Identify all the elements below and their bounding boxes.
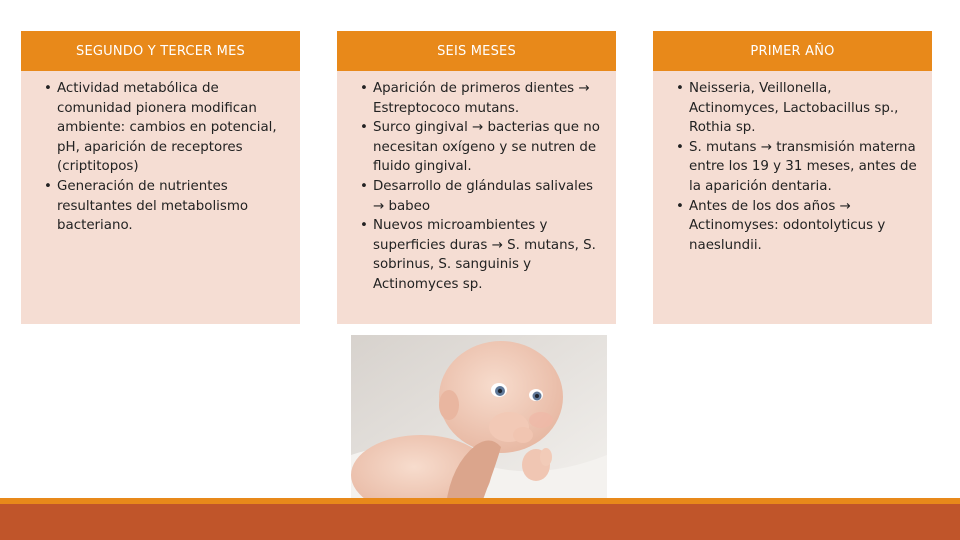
bullet-icon: • bbox=[360, 218, 368, 234]
bullet-list bbox=[35, 79, 286, 236]
list-item: • Surco gingival → bacterias que no necesitan oxígeno y se nutren de fluido gingival. bbox=[360, 120, 600, 175]
column-body bbox=[21, 71, 300, 324]
footer-band bbox=[0, 504, 960, 540]
column-seis-meses bbox=[337, 31, 616, 324]
column-header: SEGUNDO Y TERCER MES bbox=[21, 31, 300, 71]
list-item: • Neisseria, Veillonella, Actinomyces, Lactobacillus sp., Rothia sp. bbox=[676, 81, 899, 136]
baby-photo bbox=[351, 335, 607, 505]
bullet-icon: • bbox=[676, 198, 684, 214]
bullet-icon: • bbox=[44, 178, 52, 194]
bullet-icon: • bbox=[360, 120, 368, 136]
column-body bbox=[653, 71, 932, 324]
list-item: • Nuevos microambientes y superficies duras → S. mutans, S. sobrinus, S. sanguinis y Actinomyces sp. bbox=[360, 218, 596, 292]
list-item: • S. mutans → transmisión materna entre los 19 y 31 meses, antes de la aparición dentaria. bbox=[676, 139, 917, 194]
column-body bbox=[337, 71, 616, 324]
bullet-list bbox=[351, 79, 602, 295]
bullet-icon: • bbox=[676, 81, 684, 96]
bullet-icon: • bbox=[44, 81, 52, 96]
bullet-icon: • bbox=[360, 81, 368, 96]
list-item: • Generación de nutrientes resultantes del metabolismo bacteriano. bbox=[44, 178, 249, 234]
bullet-icon: • bbox=[360, 178, 368, 194]
column-header: PRIMER AÑO bbox=[653, 31, 932, 71]
column-segundo-tercer-mes bbox=[21, 31, 300, 324]
list-item: • Actividad metabólica de comunidad pionera modifican ambiente: cambios en potencial, pH, aparición de receptores (criptitopos) bbox=[44, 81, 277, 175]
bullet-icon: • bbox=[676, 139, 684, 155]
column-header: SEIS MESES bbox=[337, 31, 616, 71]
list-item: • Desarrollo de glándulas salivales → babeo bbox=[360, 178, 594, 214]
list-item: • Antes de los dos años → Actinomyses: odontolyticus y naeslundii. bbox=[676, 198, 886, 253]
bullet-list bbox=[667, 79, 918, 255]
list-item: • Aparición de primeros dientes → Estreptococo mutans. bbox=[360, 81, 590, 116]
column-primer-ano bbox=[653, 31, 932, 324]
